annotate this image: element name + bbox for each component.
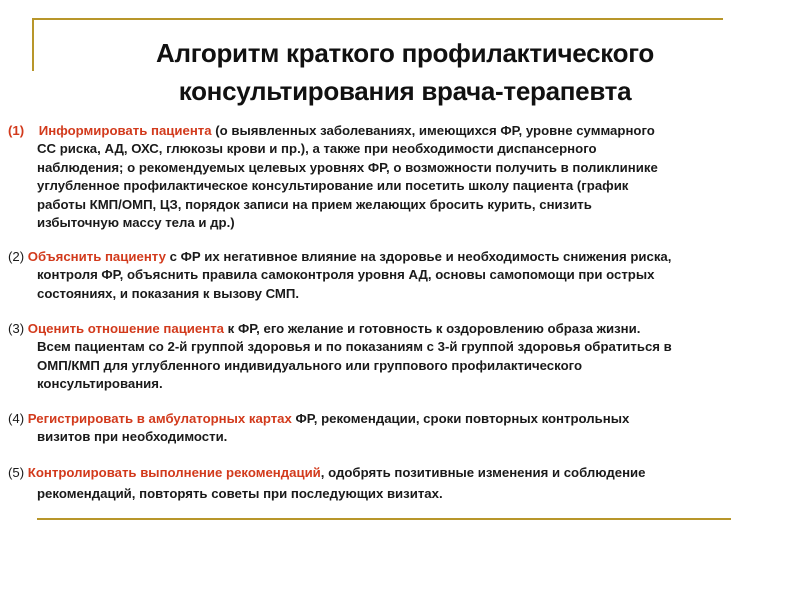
step-number: (4) <box>8 411 25 426</box>
slide-title-line-1: Алгоритм краткого профилактического <box>156 38 654 68</box>
step-line: наблюдения; о рекомендуемых целевых уровнях ФР, о возможности получить в поликлинике <box>37 159 658 175</box>
step-line: рекомендаций, повторять советы при последующих визитах. <box>37 486 443 502</box>
step-line: визитов при необходимости. <box>37 429 228 445</box>
left-decorative-rule <box>32 18 34 71</box>
step-line: избыточную массу тела и др.) <box>37 215 235 231</box>
step-number: (5) <box>8 465 25 480</box>
algorithm-step-2 <box>8 248 788 303</box>
step-highlight: Контролировать выполнение рекомендаций <box>27 465 321 480</box>
step-number: (1) <box>8 123 25 138</box>
step-line <box>8 410 788 428</box>
step-highlight: Оценить отношение пациента <box>27 321 225 336</box>
top-decorative-rule <box>32 18 723 20</box>
step-text: с ФР их негативное влияние на здоровье и необходимость снижения риска, <box>165 249 672 264</box>
slide-title <box>60 34 750 110</box>
algorithm-step-1 <box>8 122 788 232</box>
slide-title-line-2: консультирования врача-терапевта <box>178 76 632 106</box>
algorithm-step-4 <box>8 410 788 447</box>
step-text: , одобрять позитивные изменения и соблюдение <box>320 465 646 480</box>
step-line <box>8 320 788 338</box>
algorithm-step-5 <box>8 464 788 504</box>
step-highlight: Информировать пациента <box>38 123 212 138</box>
step-highlight: Регистрировать в амбулаторных картах <box>27 411 292 426</box>
step-number: (3) <box>8 321 25 336</box>
step-line: углубленное профилактическое консультирование или посетить школу пациента (график <box>37 178 629 194</box>
step-text: к ФР, его желание и готовность к оздоровлению образа жизни. <box>224 321 641 336</box>
step-number: (2) <box>8 249 25 264</box>
step-highlight: Объяснить пациенту <box>27 249 166 264</box>
step-line: работы КМП/ОМП, ЦЗ, порядок записи на прием желающих бросить курить, снизить <box>37 196 592 212</box>
bottom-decorative-rule <box>37 518 731 520</box>
algorithm-step-3 <box>8 320 788 394</box>
step-text: ФР, рекомендации, сроки повторных контрольных <box>291 411 630 426</box>
step-line <box>8 248 788 266</box>
step-line: СС риска, АД, ОХС, глюкозы крови и пр.), а также при необходимости диспансерного <box>37 141 597 157</box>
step-text: (о выявленных заболеваниях, имеющихся ФР, уровне суммарного <box>211 123 655 138</box>
step-line: состояниях, и показания к вызову СМП. <box>37 285 300 301</box>
step-line <box>8 464 788 482</box>
step-line: Всем пациентам со 2-й группой здоровья и по показаниям с 3-й группой здоровья обратиться в <box>37 339 672 355</box>
step-line: ОМП/КМП для углубленного индивидуального или группового профилактического <box>37 357 582 373</box>
step-line <box>8 122 788 140</box>
step-line: консультирования. <box>37 376 163 392</box>
step-line: контроля ФР, объяснить правила самоконтроля уровня АД, основы самопомощи при острых <box>37 267 655 283</box>
